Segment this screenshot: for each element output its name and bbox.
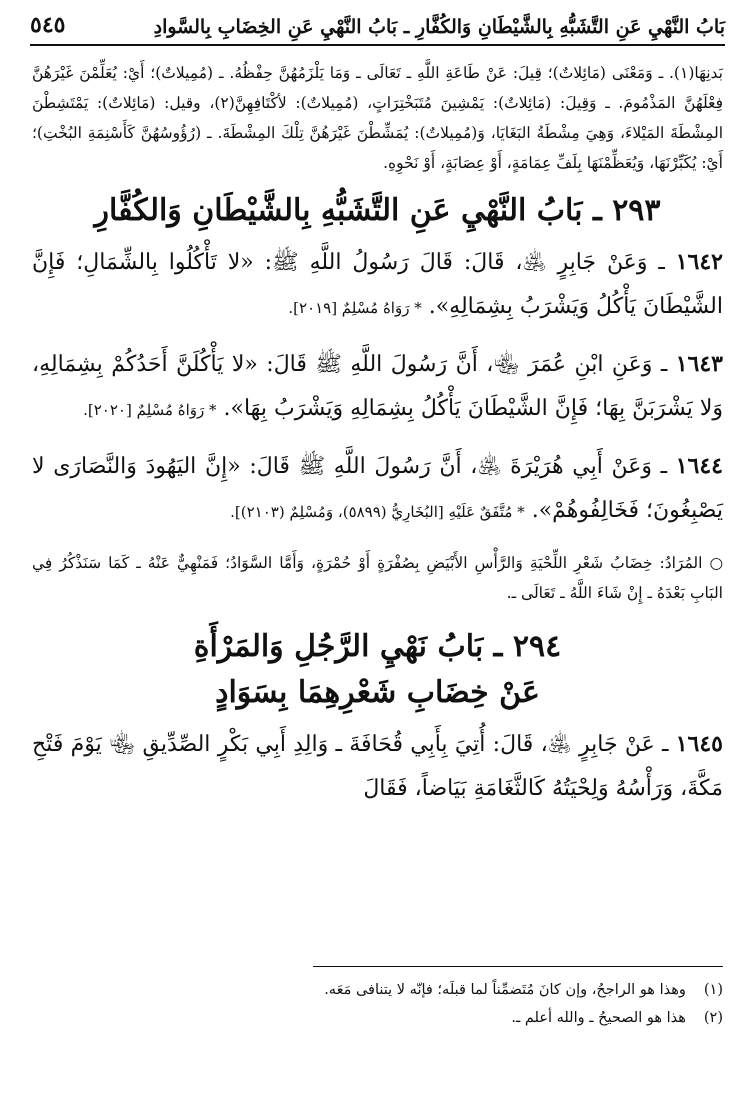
hadith-text: ـ وَعَنْ جَابِرٍ ﵁، قَالَ: قَالَ رَسُولُ اللَّهِ ﷺ: «لا تَأْكُلُوا بِالشِّمَالِ؛ فَإِنَّ الشَّيْطَانَ يَأْكُلُ وَيَشْرَبُ بِشِمَالِهِ». bbox=[32, 250, 723, 319]
running-title: بَابُ النَّهْيِ عَنِ التَّشَبُّهِ بِالشَّيْطَانِ وَالكُفَّارِ ـ بَابُ النَّهْيِ عَنِ الخِضَابِ بِالسَّوادِ bbox=[153, 16, 725, 38]
intro-paragraph: بَدنِهَا(١). ـ وَمَعْنَى (مَائِلاتٌ)؛ قِيلَ: عَنْ طَاعَةِ اللَّهِ ـ تَعَالَى ـ وَمَا يَلْزَمُهُنَّ حِفْظُهُ. ـ (مُمِيلاتٌ)؛ أَيْ: يُعَلِّمْنَ غَيْرَهُنَّ فِعْلَهُنَّ المَذْمُومَ. ـ وَقِيلَ: (مَائِلاتٌ): يَمْشِينَ مُتَبَخْتِرَاتٍ، (مُمِيلاتٌ): لأكْتَافِهِنَّ(٢)، وقيل: (مَائِلاتٌ): يَمْتَشِطْنَ المِشْطَةَ المَيْلاءَ، وَهِيَ مِشْطَةُ البَغَايَا، وَ(مُمِيلاتٌ): يُمَشِّطْنَ غَيْرَهُنَّ تِلْكَ المِشْطَةَ. ـ (رُؤُوسُهُنَّ كَأَسْنِمَةِ البُخْتِ)؛ أَيْ: يُكَبِّرْنَهَا، وَيُعَظِّمْنَهَا بِلَفِّ عِمَامَةٍ، أَوْ عِصَابَةٍ، أَوْ نَحْوِهِ. bbox=[32, 64, 723, 172]
chapter-title-294 bbox=[32, 624, 723, 716]
chapter-title-line-2: عَنْ خِضَابِ شَعْرِهِمَا بِسَوَادٍ bbox=[215, 675, 540, 710]
footnote-text: هذا هو الصحيحُ ـ والله أعلم ـ. bbox=[511, 1010, 686, 1026]
hadith-number: ١٦٤٤ bbox=[675, 453, 723, 479]
chapter-note: ○ المُرَادُ: خِضَابُ شَعْرِ اللِّحْيَةِ وَالرَّأْسِ الأَبْيَضِ بِصُفْرَةٍ أَوْ حُمْرَةٍ، وَأَمَّا السَّوَادُ؛ فَمَنْهِيٌّ عَنْهُ ـ كَمَا سَنَذْكُرُ فِي البَابِ بَعْدَهُ ـ إِنْ شَاءَ اللَّهُ ـ تَعَالَى ـ. bbox=[32, 554, 723, 602]
footnote-marker: (٢) bbox=[703, 1010, 723, 1026]
footnotes bbox=[32, 976, 723, 1032]
hadith-text: ـ وَعَنْ أَبِي هُرَيْرَةَ ﵁، أَنَّ رَسُولَ اللَّهِ ﷺ قَالَ: «إِنَّ اليَهُودَ وَالنَّصَارَى لا يَصْبِغُونَ؛ فَخَالِفُوهُمْ». bbox=[32, 454, 723, 523]
hadith-number: ١٦٤٢ bbox=[675, 249, 723, 275]
hadith-1644 bbox=[32, 444, 723, 534]
hadith-text: ـ وَعَنِ ابْنِ عُمَرَ ﵄، أَنَّ رَسُولَ اللَّهِ ﷺ قَالَ: «لا يَأْكُلَنَّ أَحَدُكُمْ بِشِمَالِهِ، وَلا يَشْرَبَنَّ بِهَا؛ فَإِنَّ الشَّيْطَانَ يَأْكُلُ بِشِمَالِهِ وَيَشْرَبُ بِهَا». bbox=[32, 352, 723, 421]
hadith-source: * رَوَاهُ مُسْلِمٌ [٢٠٢٠]. bbox=[83, 401, 217, 419]
hadith-number: ١٦٤٥ bbox=[675, 731, 723, 757]
chapter-title-line-1: ٢٩٤ ـ بَابُ نَهْيِ الرَّجُلِ وَالمَرْأَةِ bbox=[193, 629, 562, 664]
footnote-text: وهذا هو الراجحُ، وإن كانَ مُتَضمِّناً لما قبلَه؛ فإنّه لا يتنافى مَعَه. bbox=[324, 982, 686, 998]
footnote-marker: (١) bbox=[703, 982, 723, 998]
chapter-title-293: ٢٩٣ ـ بَابُ النَّهْيِ عَنِ التَّشَبُّهِ بِالشَّيْطَانِ وَالكُفَّارِ bbox=[94, 193, 661, 228]
footnote-divider bbox=[313, 966, 723, 967]
page-content bbox=[32, 58, 723, 811]
hadith-1642 bbox=[32, 240, 723, 330]
page-number: ٥٤٥ bbox=[30, 12, 66, 38]
hadith-number: ١٦٤٣ bbox=[675, 351, 723, 377]
footnote-item bbox=[32, 976, 723, 1004]
hadith-source: * رَوَاهُ مُسْلِمٌ [٢٠١٩]. bbox=[288, 299, 422, 317]
hadith-text: ـ عَنْ جَابِرٍ ﵁، قَالَ: أُتِيَ بِأَبِي قُحَافَةَ ـ وَالِدِ أَبِي بَكْرٍ الصِّدِّيقِ ﵄ يَوْمَ فَتْحِ مَكَّةَ، وَرَأْسُهُ وَلِحْيَتُهُ كَالثَّغَامَةِ بَيَاضاً، فَقَالَ bbox=[32, 732, 723, 801]
hadith-1643 bbox=[32, 342, 723, 432]
hadith-source: * مُتَّفَقٌ عَلَيْهِ [البُخَارِيُّ (٥٨٩٩)، وَمُسْلِمٌ (٢١٠٣)]. bbox=[230, 503, 525, 521]
footnote-item bbox=[32, 1004, 723, 1032]
hadith-1645 bbox=[32, 722, 723, 811]
page-header bbox=[30, 6, 725, 46]
